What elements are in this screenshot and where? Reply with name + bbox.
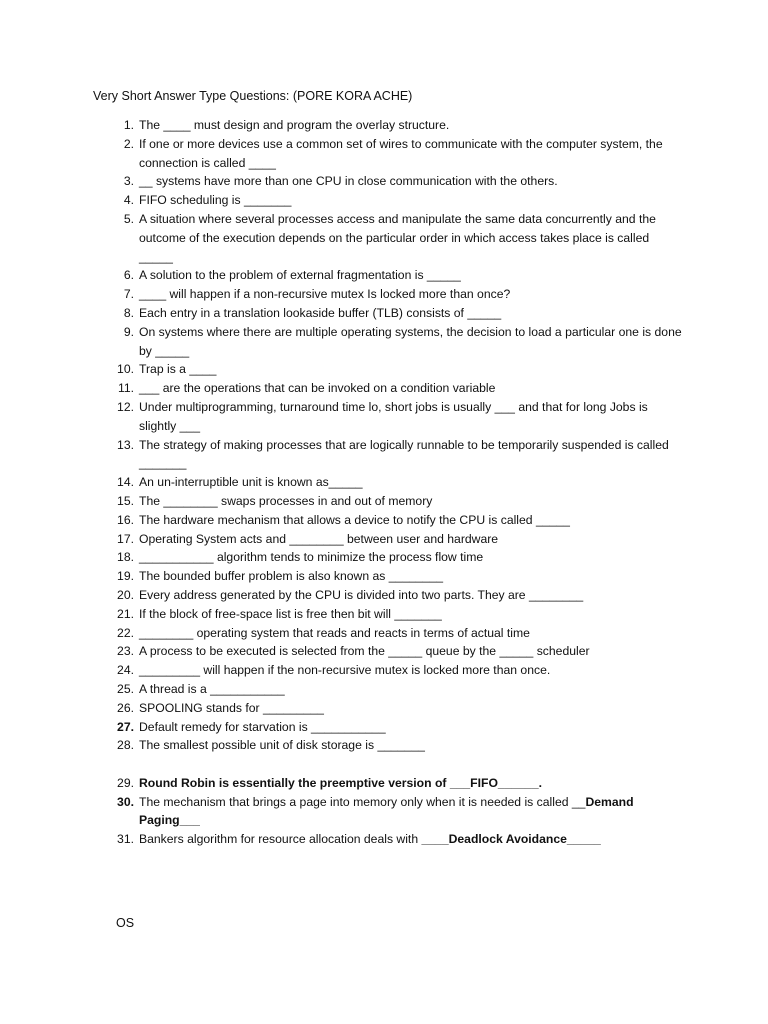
question-number: 28. xyxy=(117,738,134,753)
question-item xyxy=(112,285,682,304)
question-text: _________ will happen if the non-recursive mutex is locked more than once. xyxy=(139,663,551,678)
question-item xyxy=(112,191,682,210)
question-item xyxy=(112,323,682,361)
answer-text: ____Deadlock Avoidance_____ xyxy=(421,832,601,847)
question-text: The ________ swaps processes in and out of memory xyxy=(139,493,433,508)
question-number: 23. xyxy=(117,644,134,659)
question-number: 17. xyxy=(117,531,134,546)
question-item xyxy=(112,135,682,173)
question-number: 26. xyxy=(117,700,134,715)
question-text: FIFO scheduling is _______ xyxy=(139,193,292,208)
question-text: ___________ algorithm tends to minimize the process flow time xyxy=(139,550,484,565)
question-item xyxy=(112,680,682,699)
question-text: ____ will happen if a non-recursive mutex Is locked more than once? xyxy=(139,287,511,302)
question-number: 5. xyxy=(123,211,134,226)
question-text: Every address generated by the CPU is divided into two parts. They are ________ xyxy=(139,587,584,602)
question-text: A thread is a ___________ xyxy=(139,681,285,696)
question-item xyxy=(112,116,682,135)
question-number: 1. xyxy=(123,118,134,132)
question-number: 25. xyxy=(117,681,134,696)
question-number: 13. xyxy=(117,437,134,452)
question-text: The mechanism that brings a page into memory only when it is needed is called __ xyxy=(139,794,586,809)
question-number: 19. xyxy=(117,569,134,584)
question-item xyxy=(112,172,682,191)
question-item xyxy=(112,266,682,285)
answer-text: Demand Paging___ xyxy=(139,794,634,828)
question-number: 2. xyxy=(123,136,134,151)
question-text: If the block of free-space list is free then bit will _______ xyxy=(139,606,442,621)
question-number: 7. xyxy=(123,287,134,302)
question-text: The bounded buffer problem is also known as ________ xyxy=(139,569,443,584)
question-number: 12. xyxy=(117,399,134,414)
question-number: 27. xyxy=(117,719,134,734)
question-number: 24. xyxy=(117,663,134,678)
question-item xyxy=(112,511,682,530)
question-number: 18. xyxy=(117,550,134,565)
question-number: 11. xyxy=(117,381,134,396)
question-item xyxy=(112,699,682,718)
question-item xyxy=(112,624,682,643)
question-number: 21. xyxy=(117,606,134,621)
question-number: 9. xyxy=(123,324,134,339)
question-item xyxy=(112,398,682,436)
question-text: A process to be executed is selected from the _____ queue by the _____ scheduler xyxy=(139,644,590,659)
question-text: ________ operating system that reads and reacts in terms of actual time xyxy=(139,625,530,640)
question-item xyxy=(112,379,682,398)
question-item xyxy=(112,586,682,605)
question-text: Each entry in a translation lookaside buffer (TLB) consists of _____ xyxy=(139,305,502,320)
answered-question-item xyxy=(112,793,682,831)
question-item xyxy=(112,567,682,586)
answered-question-text: Round Robin is essentially the preemptive version of ___FIFO______. xyxy=(139,775,542,790)
question-list xyxy=(112,116,682,849)
question-text: If one or more devices use a common set of wires to communicate with the computer system, the connection is called ____ xyxy=(139,136,663,170)
question-text: __ systems have more than one CPU in close communication with the others. xyxy=(139,174,558,189)
question-text: A situation where several processes access and manipulate the same data concurrently and the outcome of the execution depends on the particular order in which access takes place is called _____ xyxy=(139,211,656,264)
question-item xyxy=(112,304,682,323)
question-text: An un-interruptible unit is known as_____ xyxy=(139,475,363,490)
question-text: Trap is a ____ xyxy=(139,362,217,377)
question-text: Bankers algorithm for resource allocation deals with xyxy=(139,832,422,847)
section-heading: Very Short Answer Type Questions: (PORE KORA ACHE) xyxy=(93,89,413,103)
question-item xyxy=(112,473,682,492)
question-text: The ____ must design and program the overlay structure. xyxy=(139,118,450,132)
question-number: 31. xyxy=(117,832,134,847)
question-item xyxy=(112,605,682,624)
question-item xyxy=(112,718,682,737)
question-number: 29. xyxy=(117,775,134,790)
question-item xyxy=(112,642,682,661)
question-number: 22. xyxy=(117,625,134,640)
question-text: ___ are the operations that can be invoked on a condition variable xyxy=(139,381,496,396)
question-number: 14. xyxy=(117,475,134,490)
question-number: 30. xyxy=(117,794,134,809)
question-item xyxy=(112,530,682,549)
question-number: 15. xyxy=(117,493,134,508)
question-number: 10. xyxy=(117,362,134,377)
question-item xyxy=(112,661,682,680)
question-text: Under multiprogramming, turnaround time lo, short jobs is usually ___ and that for long Jobs is slightly ___ xyxy=(139,399,648,433)
question-item xyxy=(112,548,682,567)
question-text-with-answer xyxy=(139,793,682,831)
question-item xyxy=(112,736,682,755)
question-text: Operating System acts and ________ between user and hardware xyxy=(139,531,499,546)
answered-question-item xyxy=(112,830,682,849)
question-number: 8. xyxy=(123,305,134,320)
question-number: 6. xyxy=(123,268,134,283)
question-text: The hardware mechanism that allows a device to notify the CPU is called _____ xyxy=(139,512,570,527)
question-item xyxy=(112,492,682,511)
question-item xyxy=(112,436,682,474)
question-item xyxy=(112,210,682,266)
question-text: On systems where there are multiple operating systems, the decision to load a particular one is done by _____ xyxy=(139,324,682,358)
question-text: A solution to the problem of external fragmentation is _____ xyxy=(139,268,461,283)
question-text: The smallest possible unit of disk storage is _______ xyxy=(139,738,425,753)
question-text-with-answer xyxy=(139,830,682,849)
question-text: SPOOLING stands for _________ xyxy=(139,700,324,715)
question-text: Default remedy for starvation is ___________ xyxy=(139,719,386,734)
question-number: 16. xyxy=(117,512,134,527)
question-number: 3. xyxy=(123,174,134,189)
question-text: The strategy of making processes that are logically runnable to be temporarily suspended is called _______ xyxy=(139,437,669,471)
answered-question-item xyxy=(112,774,682,793)
page-footer: OS xyxy=(116,916,135,930)
question-item xyxy=(112,360,682,379)
question-number: 4. xyxy=(123,193,134,208)
question-number: 20. xyxy=(117,587,134,602)
